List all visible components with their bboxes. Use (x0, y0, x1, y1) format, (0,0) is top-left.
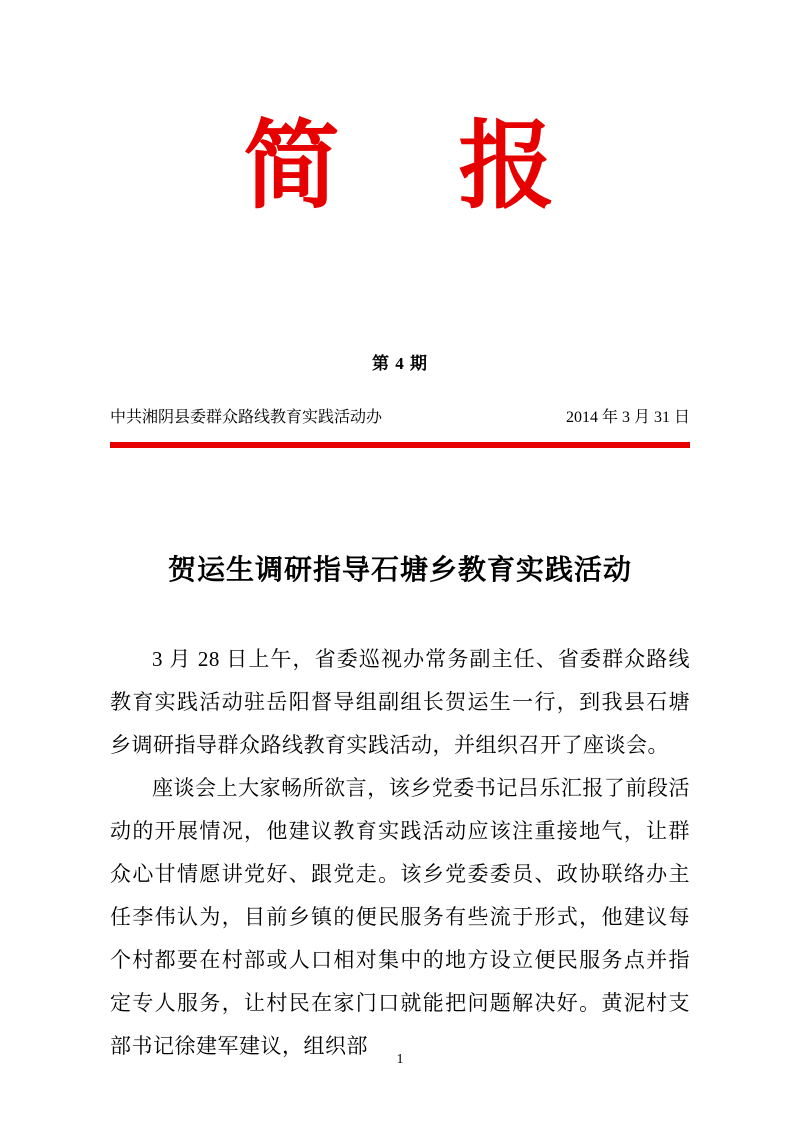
page-number: 1 (396, 1052, 404, 1067)
masthead-title: 简 报 (243, 109, 557, 222)
divider-rule (110, 442, 690, 448)
paragraph-1: 3 月 28 日上午，省委巡视办常务副主任、省委群众路线教育实践活动驻岳阳督导组副组长贺运生一行，到我县石塘乡调研指导群众路线教育实践活动，并组织召开了座谈会。 (110, 647, 690, 757)
header-row (110, 406, 690, 429)
issuing-org: 中共湘阴县委群众路线教育实践活动办 (110, 409, 383, 426)
issue-date: 2014 年 3 月 31 日 (565, 409, 690, 426)
article-title: 贺运生调研指导石塘乡教育实践活动 (167, 554, 632, 585)
paragraph-2: 座谈会上大家畅所欲言，该乡党委书记吕乐汇报了前段活动的开展情况，他建议教育实践活动应该注重接地气，让群众心甘情愿讲党好、跟党走。该乡党委委员、政协联络办主任李伟认为，目前乡镇的便民服务有些流于形式，他建议每个村都要在村部或人口相对集中的地方设立便民服务点并指定专人服务，让村民在家门口就能把问题解决好。黄泥村支部书记徐建军建议，组织部 (110, 776, 690, 1058)
issue-number: 第 4 期 (372, 354, 428, 373)
article-body (110, 638, 690, 1068)
